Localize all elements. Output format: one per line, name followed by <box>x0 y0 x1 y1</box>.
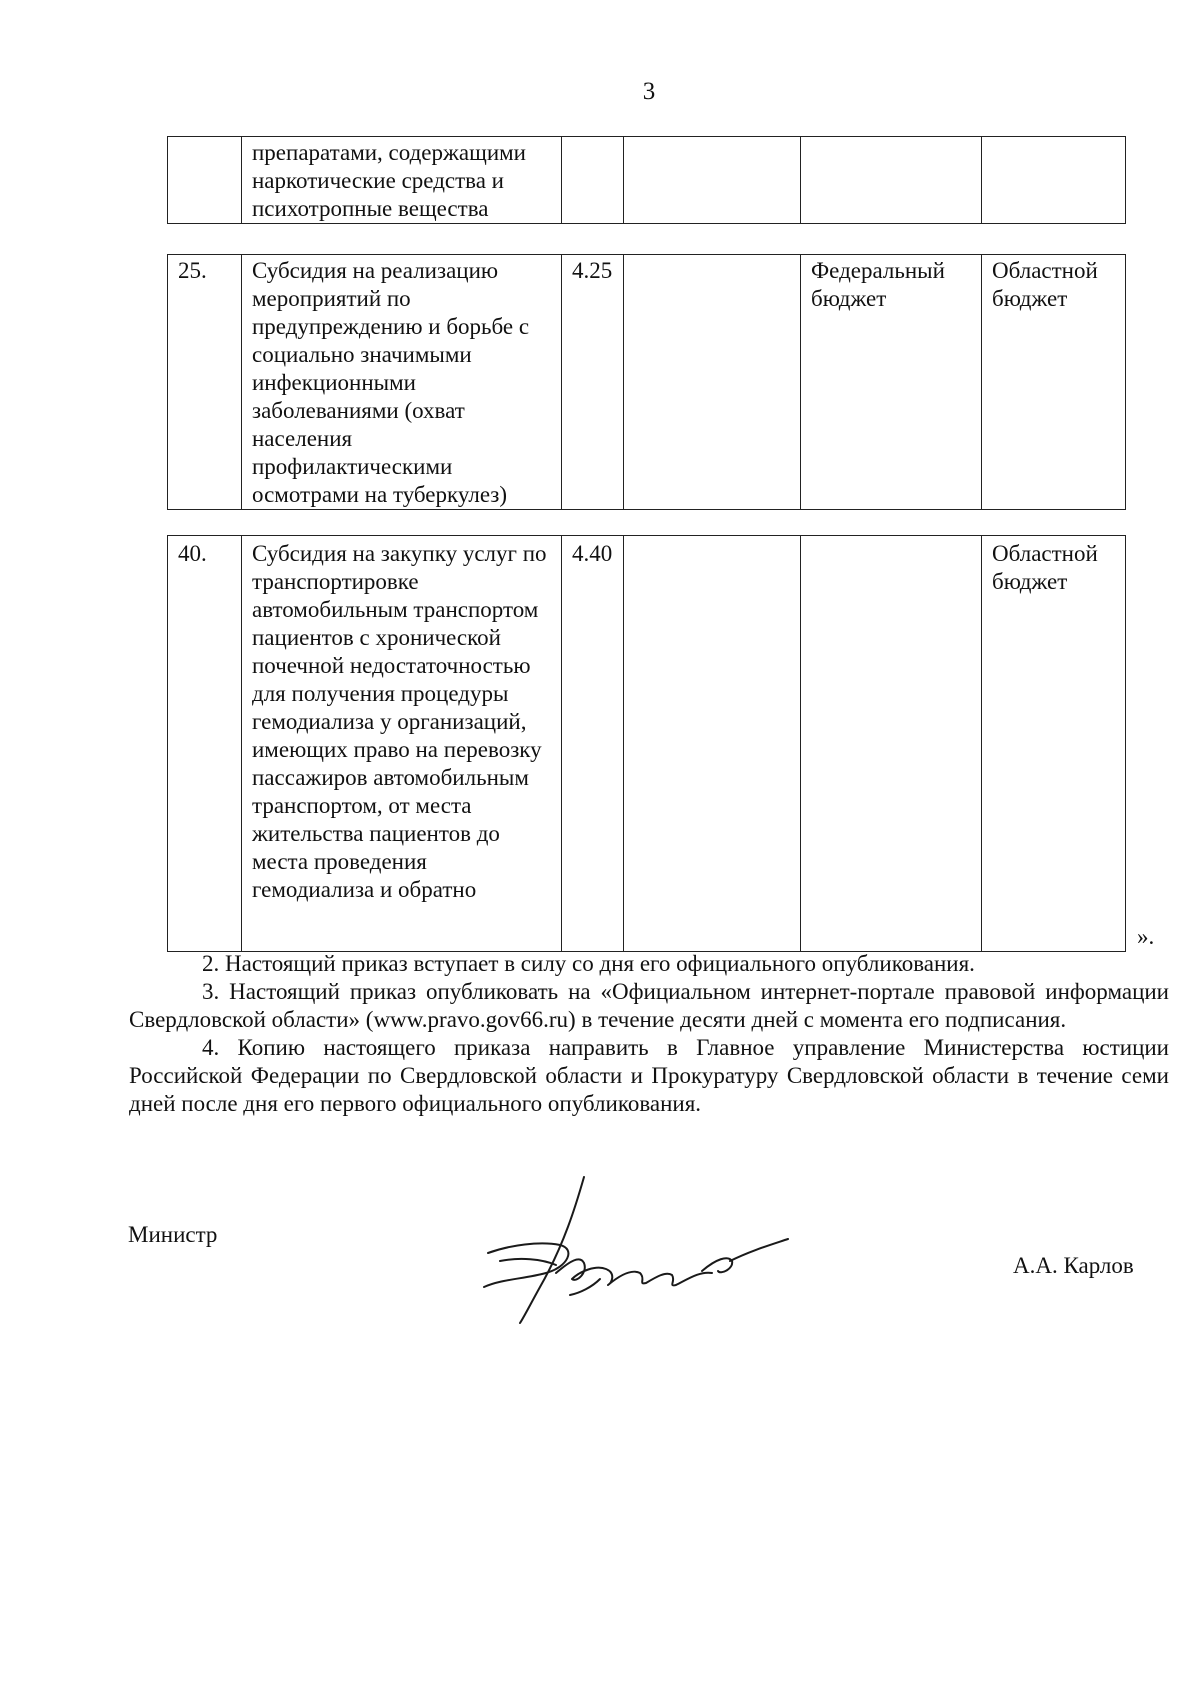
order-paragraphs <box>129 950 1169 1118</box>
cell-federal-budget: Федеральный бюджет <box>801 255 982 510</box>
paragraph-3: 3. Настоящий приказ опубликовать на «Официальном интернет-портале правовой информации Свердловской области» (www.pravo.gov66.ru) в течение десяти дней с момента его подписания. <box>129 979 1169 1032</box>
cell-code <box>562 137 624 224</box>
cell-empty <box>624 536 801 952</box>
signer-position: Министр <box>128 1222 218 1247</box>
cell-name: препаратами, содержащими наркотические средства и психотропные вещества <box>242 137 562 224</box>
page-number: 3 <box>642 78 656 105</box>
cell-regional-budget <box>982 137 1126 224</box>
cell-federal-budget <box>801 137 982 224</box>
table-row <box>168 137 1126 224</box>
cell-number <box>168 137 242 224</box>
handwritten-signature <box>480 1175 800 1325</box>
cell-name: Субсидия на закупку услуг по транспортировке автомобильным транспортом пациентов с хронической почечной недостаточностью для получения процедуры гемодиализа у организаций, имеющих право на перевозку пассажиров автомобильным транспортом, от места жительства пациентов до места проведения гемодиализа и обратно <box>242 536 562 952</box>
signer-name: А.А. Карлов <box>1013 1253 1134 1278</box>
cell-regional-budget: Областной бюджет <box>982 255 1126 510</box>
cell-code: 4.25 <box>562 255 624 510</box>
table-row-40 <box>167 535 1126 952</box>
table-row <box>168 255 1126 510</box>
cell-regional-budget: Областной бюджет <box>982 536 1126 952</box>
cell-empty <box>624 255 801 510</box>
cell-name: Субсидия на реализацию мероприятий по предупреждению и борьбе с социально значимыми инфекционными заболеваниями (охват населения профилактическими осмотрами на туберкулез) <box>242 255 562 510</box>
table-row <box>168 536 1126 952</box>
closing-quote: ». <box>1137 924 1155 949</box>
paragraph-4: 4. Копию настоящего приказа направить в Главное управление Министерства юстиции Российской Федерации по Свердловской области и Прокуратуру Свердловской области в течение семи дней после дня его первого официального опубликования. <box>129 1035 1169 1116</box>
cell-number: 25. <box>168 255 242 510</box>
table-fragment-continued <box>167 136 1126 224</box>
cell-empty <box>624 137 801 224</box>
cell-federal-budget <box>801 536 982 952</box>
table-row-25 <box>167 254 1126 510</box>
cell-number: 40. <box>168 536 242 952</box>
cell-code: 4.40 <box>562 536 624 952</box>
paragraph-2: 2. Настоящий приказ вступает в силу со дня его официального опубликования. <box>202 951 975 976</box>
